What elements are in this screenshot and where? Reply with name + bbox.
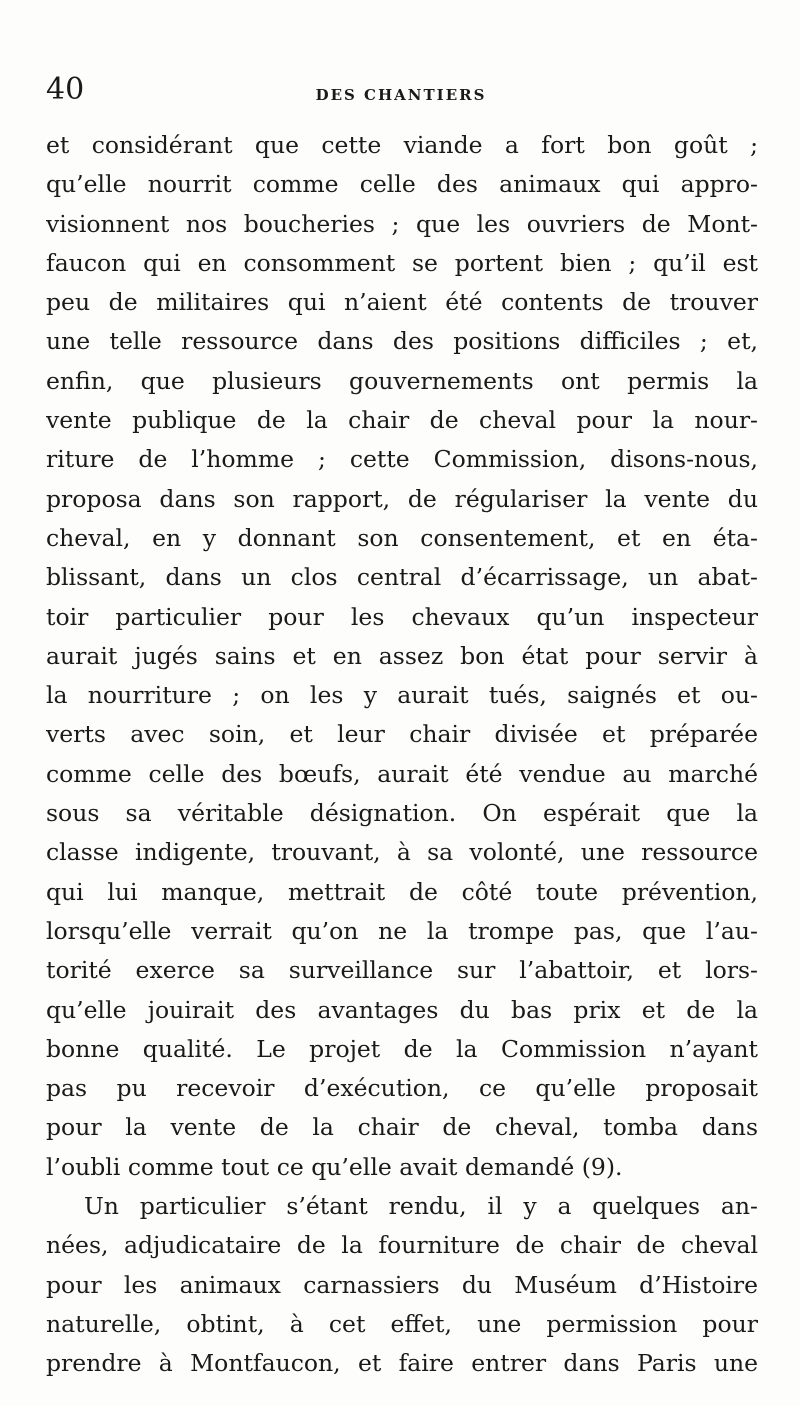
text-line: riture de l’homme ; cette Commission, disons-nous, xyxy=(46,445,758,474)
text-line: nées, adjudicataire de la fourniture de chair de cheval xyxy=(46,1231,758,1260)
text-line: qui lui manque, mettrait de côté toute prévention, xyxy=(46,877,758,906)
text-line: pour la vente de la chair de cheval, tomba dans xyxy=(46,1113,758,1142)
text-line: et considérant que cette viande a fort bon goût ; xyxy=(46,131,758,159)
text-line: cheval, en y donnant son consentement, et en éta- xyxy=(46,523,758,552)
text-line: faucon qui en consomment se portent bien ; qu’il est xyxy=(46,248,758,277)
page-number: 40 xyxy=(46,72,85,107)
text-line: comme celle des bœufs, aurait été vendue au marché xyxy=(46,759,758,788)
text-line: une telle ressource dans des positions difficiles ; et, xyxy=(46,327,758,356)
text-line: pas pu recevoir d’exécution, ce qu’elle proposait xyxy=(46,1074,758,1103)
text-line: proposa dans son rapport, de régulariser la vente du xyxy=(46,484,758,513)
text-line: aurait jugés sains et en assez bon état pour servir à xyxy=(46,641,758,670)
text-line: bonne qualité. Le projet de la Commission n’ayant xyxy=(46,1034,758,1063)
text-line: blissant, dans un clos central d’écarrissage, un abat- xyxy=(46,563,758,592)
text-line: vente publique de la chair de cheval pour la nour- xyxy=(46,406,758,435)
text-line: enfin, que plusieurs gouvernements ont permis la xyxy=(46,366,758,395)
text-line: verts avec soin, et leur chair divisée et préparée xyxy=(46,720,758,749)
paragraph-end-line: l’oubli comme tout ce qu’elle avait demandé (9). xyxy=(46,1152,623,1181)
text-line: sous sa véritable désignation. On espérait que la xyxy=(46,799,758,828)
text-line: naturelle, obtint, à cet effet, une permission pour xyxy=(46,1309,758,1338)
text-line: la nourriture ; on les y aurait tués, saignés et ou- xyxy=(46,681,758,710)
text-line: toir particulier pour les chevaux qu’un inspecteur xyxy=(46,602,758,631)
text-line: pour les animaux carnassiers du Muséum d’Histoire xyxy=(46,1270,758,1299)
text-line: visionnent nos boucheries ; que les ouvriers de Mont- xyxy=(46,209,758,238)
body-text xyxy=(46,126,758,1384)
text-line: torité exerce sa surveillance sur l’abattoir, et lors- xyxy=(46,956,758,985)
text-line: qu’elle jouirait des avantages du bas prix et de la xyxy=(46,995,758,1024)
text-line: classe indigente, trouvant, à sa volonté, une ressource xyxy=(46,838,758,867)
page-header xyxy=(46,72,756,112)
text-line: prendre à Montfaucon, et faire entrer dans Paris une xyxy=(46,1349,758,1378)
running-head: DES CHANTIERS xyxy=(315,86,487,104)
text-line: peu de militaires qui n’aient été contents de trouver xyxy=(46,288,758,317)
text-line: lorsqu’elle verrait qu’on ne la trompe pas, que l’au- xyxy=(46,916,758,945)
text-line: qu’elle nourrit comme celle des animaux qui appro- xyxy=(46,170,758,199)
paragraph-start-line: Un particulier s’étant rendu, il y a quelques an- xyxy=(84,1192,758,1221)
